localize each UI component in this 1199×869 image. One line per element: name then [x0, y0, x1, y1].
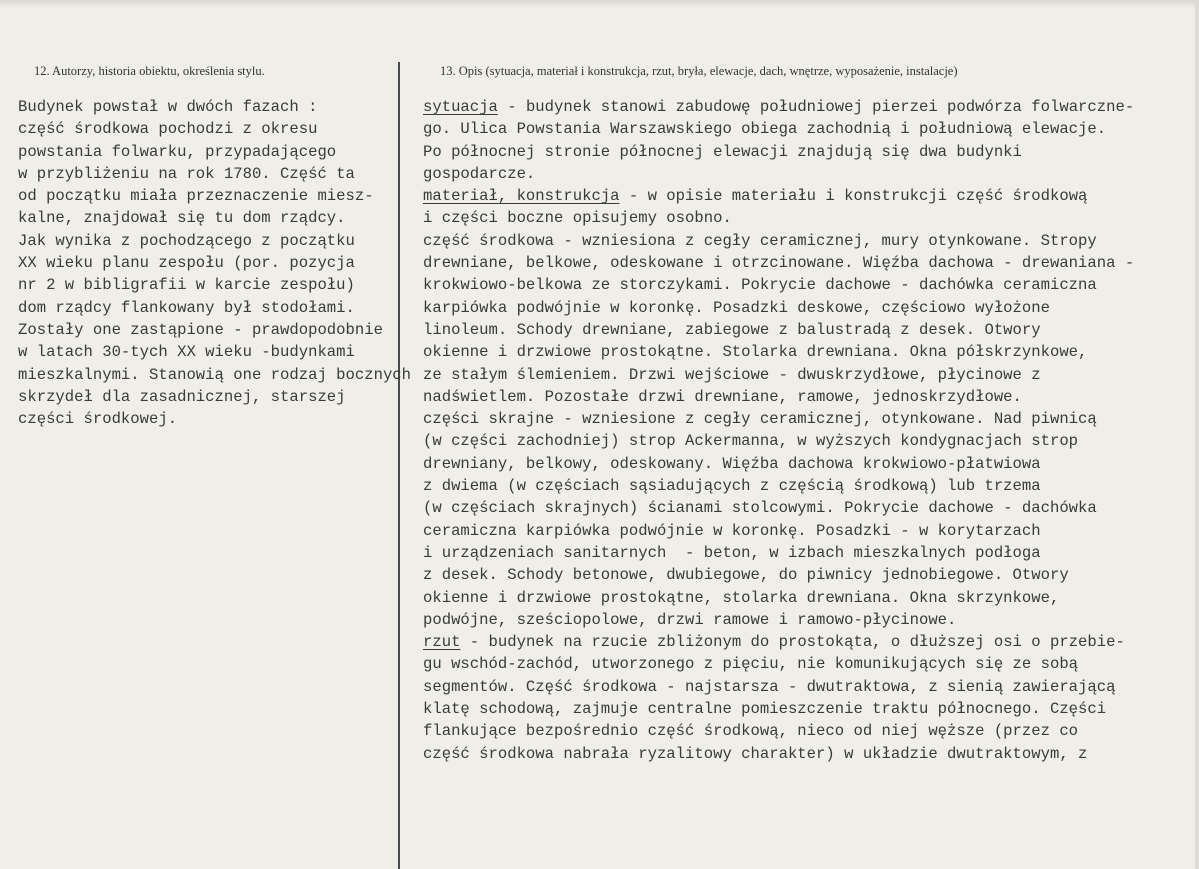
history-text-line: nr 2 w bibligrafii w karcie zespołu): [18, 276, 355, 295]
line-text: części skrajne - wzniesione z cegły ceramicznej, otynkowane. Nad piwnicą: [423, 410, 1097, 429]
line-text: z desek. Schody betonowe, dwubiegowe, do piwnicy jednobiegowe. Otwory: [423, 566, 1069, 585]
description-text-line: [423, 297, 1134, 319]
description-text-line: [423, 453, 1134, 475]
line-text: go. Ulica Powstania Warszawskiego obiega zachodnią i południową elewacje.: [423, 120, 1107, 139]
section-12-heading: 12. Autorzy, historia obiektu, określenia stylu.: [34, 64, 265, 78]
history-text-line: dom rządcy flankowany był stodołami.: [18, 298, 355, 317]
line-text: - w opisie materiału i konstrukcji część środkową: [619, 187, 1088, 206]
line-text: gu wschód-zachód, utworzonego z pięciu, nie komunikujących się ze sobą: [423, 655, 1079, 674]
description-text-line: [423, 408, 1134, 430]
description-text-line: [423, 542, 1134, 564]
line-text: ceramiczna karpiówka podwójnie w koronkę. Posadzki - w korytarzach: [423, 521, 1041, 540]
description-text-line: [423, 319, 1134, 341]
description-text-line: [423, 341, 1134, 363]
line-text: część środkowa nabrała ryzalitowy charakter) w układzie dwutraktowym, z: [423, 744, 1088, 763]
history-text-line: Zostały one zastąpione - prawdopodobnie: [18, 320, 383, 339]
section-keyword: sytuacja: [423, 98, 498, 116]
description-text-line: [423, 587, 1134, 609]
line-text: część środkowa - wzniesiona z cegły ceramicznej, mury otynkowane. Stropy: [423, 231, 1097, 250]
description-text-line: [423, 609, 1134, 631]
history-text-line: mieszkalnymi. Stanowią one rodzaj bocznych: [18, 365, 412, 384]
line-text: Po północnej stronie północnej elewacji znajdują się dwa budynki: [423, 142, 1022, 161]
line-text: flankujące bezpośrednio część środkową, nieco od niej węższe (przez co: [423, 722, 1079, 741]
description-text-line: [423, 698, 1134, 720]
history-text-line: części środkowej.: [18, 410, 178, 429]
description-text-column: [423, 96, 1134, 765]
line-text: podwójne, sześciopolowe, drzwi ramowe i ramowo-płycinowe.: [423, 610, 957, 629]
line-text: gospodarcze.: [423, 164, 536, 183]
line-text: drewniany, belkowy, odeskowany. Więźba dachowa krokwiowo-płatwiowa: [423, 454, 1041, 473]
line-text: okienne i drzwiowe prostokątne. Stolarka drewniana. Okna półskrzynkowe,: [423, 343, 1088, 362]
line-text: karpiówka podwójnie w koronkę. Posadzki deskowe, częściowo wyłożone: [423, 298, 1050, 317]
line-text: drewniane, belkowe, odeskowane i otrzcinowane. Więźba dachowa - drewaniana -: [423, 254, 1135, 273]
line-text: (w częściach skrajnych) ścianami stolcowymi. Pokrycie dachowe - dachówka: [423, 499, 1097, 518]
section-keyword: rzut: [423, 633, 461, 652]
history-text-line: Jak wynika z pochodzącego z początku: [18, 231, 355, 250]
description-text-line: [423, 743, 1134, 765]
description-text-line: [423, 631, 1134, 653]
description-text-line: [423, 118, 1134, 140]
description-text-line: [423, 96, 1134, 118]
description-text-line: [423, 386, 1134, 408]
description-text-line: [423, 163, 1134, 185]
line-text: ze stałym ślemieniem. Drzwi wejściowe - dwuskrzydłowe, płycinowe z: [423, 365, 1041, 384]
history-text-line: Budynek powstał w dwóch fazach :: [18, 98, 318, 116]
history-text-column: [18, 96, 411, 430]
description-text-line: [423, 274, 1134, 296]
history-text-line: w przybliżeniu na rok 1780. Część ta: [18, 164, 355, 183]
page-right-edge: [1195, 0, 1199, 869]
description-text-line: [423, 207, 1134, 229]
line-text: z dwiema (w częściach sąsiadujących z częścią środkową) lub trzema: [423, 477, 1041, 496]
line-text: krokwiowo-belkowa ze storczykami. Pokrycie dachowe - dachówka ceramiczna: [423, 276, 1097, 295]
description-text-line: [423, 185, 1134, 207]
description-text-line: [423, 564, 1134, 586]
line-text: i urządzeniach sanitarnych - beton, w izbach mieszkalnych podłoga: [423, 543, 1041, 562]
description-text-line: [423, 653, 1134, 675]
description-text-line: [423, 720, 1134, 742]
line-text: nadświetlem. Pozostałe drzwi drewniane, ramowe, jednoskrzydłowe.: [423, 387, 1022, 406]
line-text: okienne i drzwiowe prostokątne, stolarka drewniana. Okna skrzynkowe,: [423, 588, 1060, 607]
history-text-line: od początku miała przeznaczenie miesz-: [18, 187, 374, 206]
history-text-line: w latach 30-tych XX wieku -budynkami: [18, 343, 355, 362]
line-text: linoleum. Schody drewniane, zabiegowe z balustradą z desek. Otwory: [423, 320, 1041, 339]
history-text-line: kalne, znajdował się tu dom rządcy.: [18, 209, 346, 228]
section-13-heading: 13. Opis (sytuacja, materiał i konstrukcja, rzut, bryła, elewacje, dach, wnętrze, wyposażenie, instalacje): [440, 64, 958, 78]
description-text-line: [423, 475, 1134, 497]
line-text: - budynek stanowi zabudowę południowej pierzei podwórza folwarczne-: [497, 98, 1135, 116]
history-text-line: część środkowa pochodzi z okresu: [18, 120, 318, 139]
description-text-line: [423, 230, 1134, 252]
description-text-line: [423, 497, 1134, 519]
line-text: klatę schodową, zajmuje centralne pomieszczenie traktu północnego. Części: [423, 700, 1107, 719]
line-text: i części boczne opisujemy osobno.: [423, 209, 732, 228]
line-text: (w części zachodniej) strop Ackermanna, w wyższych kondygnacjach strop: [423, 432, 1079, 451]
description-text-line: [423, 676, 1134, 698]
description-text-line: [423, 252, 1134, 274]
description-text-line: [423, 364, 1134, 386]
page-top-edge: [0, 0, 1199, 8]
description-text-line: [423, 430, 1134, 452]
description-text-line: [423, 520, 1134, 542]
section-keyword: materiał, konstrukcja: [423, 187, 620, 206]
history-text-line: XX wieku planu zespołu (por. pozycja: [18, 254, 355, 273]
line-text: - budynek na rzucie zbliżonym do prostokąta, o dłuższej osi o przebie-: [460, 633, 1125, 652]
description-text-line: [423, 141, 1134, 163]
line-text: segmentów. Część środkowa - najstarsza - dwutraktowa, z sienią zawierającą: [423, 677, 1116, 696]
history-text-line: powstania folwarku, przypadającego: [18, 142, 337, 161]
history-text-line: skrzydeł dla zasadnicznej, starszej: [18, 387, 346, 406]
